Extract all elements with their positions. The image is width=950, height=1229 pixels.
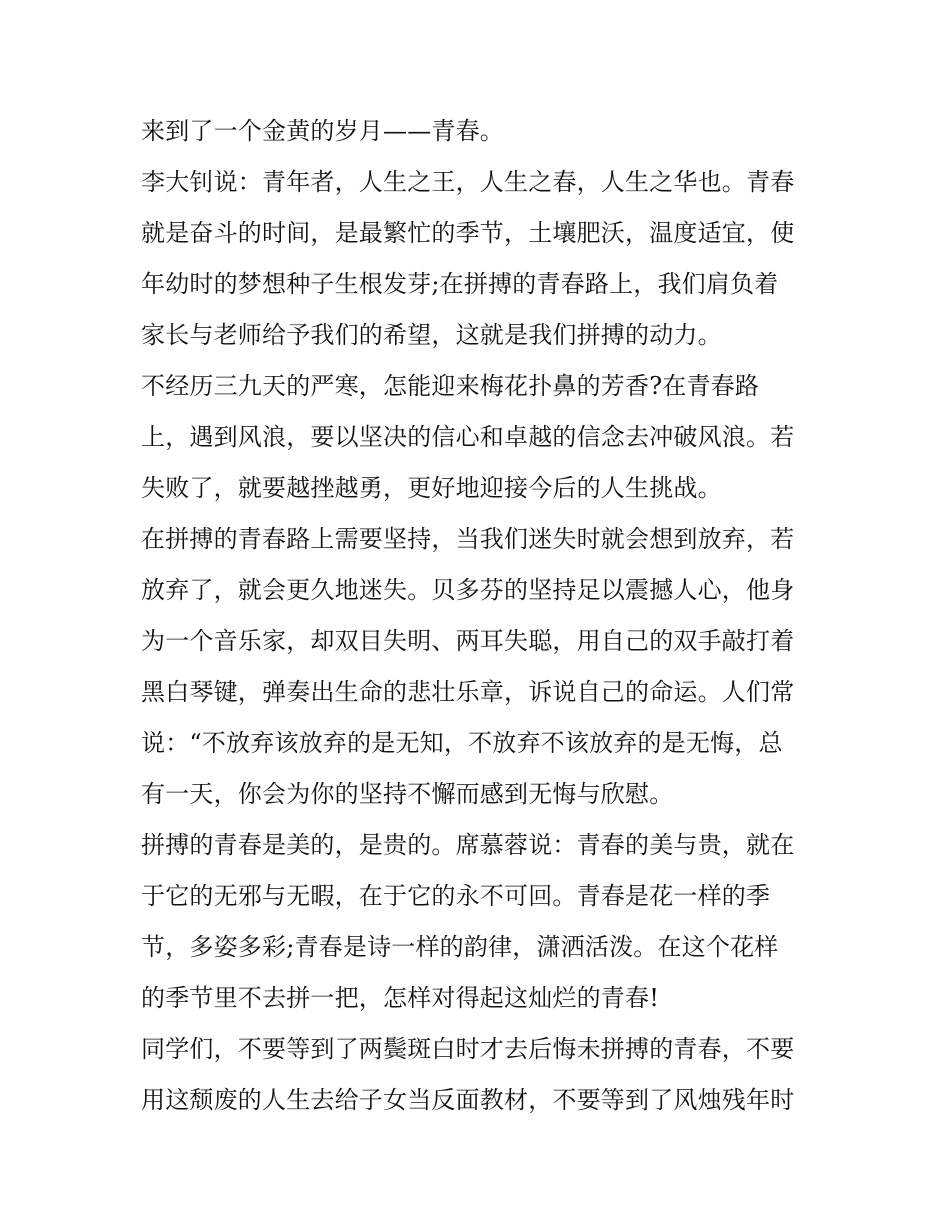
text-line: 家长与老师给予我们的希望，这就是我们拼搏的动力。 <box>141 321 722 349</box>
text-line: 不经历三九天的严寒，怎能迎来梅花扑鼻的芳香?在青春路 <box>141 372 760 400</box>
text-line: 的季节里不去拼一把，怎样对得起这灿烂的青春! <box>141 984 660 1012</box>
text-line: 放弃了，就会更久地迷失。贝多芬的坚持足以震撼人心，他身 <box>141 576 795 604</box>
document-body <box>141 106 816 1126</box>
text-line: 就是奋斗的时间，是最繁忙的季节，土壤肥沃，温度适宜，使 <box>141 219 795 247</box>
text-line: 用这颓废的人生去给子女当反面教材，不要等到了风烛残年时 <box>141 1086 795 1114</box>
text-line: 李大钊说：青年者，人生之王，人生之春，人生之华也。青春 <box>141 168 795 196</box>
text-line: 拼搏的青春是美的，是贵的。席慕蓉说：青春的美与贵，就在 <box>141 831 795 859</box>
text-line: 同学们，不要等到了两鬓斑白时才去后悔未拼搏的青春，不要 <box>141 1035 795 1063</box>
text-line: 上，遇到风浪，要以坚决的信心和卓越的信念去冲破风浪。若 <box>141 423 795 451</box>
text-line: 在拼搏的青春路上需要坚持，当我们迷失时就会想到放弃，若 <box>141 525 795 553</box>
text-line: 黑白琴键，弹奏出生命的悲壮乐章，诉说自己的命运。人们常 <box>141 678 795 706</box>
text-line: 说：“不放弃该放弃的是无知，不放弃不该放弃的是无悔，总 <box>141 729 783 757</box>
text-line: 年幼时的梦想种子生根发芽;在拼搏的青春路上，我们肩负着 <box>141 270 779 298</box>
text-line: 来到了一个金黄的岁月——青春。 <box>141 117 504 145</box>
text-line: 节，多姿多彩;青春是诗一样的韵律，潇洒活泼。在这个花样 <box>141 933 779 961</box>
text-line: 失败了，就要越挫越勇，更好地迎接今后的人生挑战。 <box>141 474 722 502</box>
text-line: 为一个音乐家，却双目失明、两耳失聪，用自己的双手敲打着 <box>141 627 795 655</box>
text-line: 有一天，你会为你的坚持不懈而感到无悔与欣慰。 <box>141 780 674 808</box>
text-line: 于它的无邪与无暇，在于它的永不可回。青春是花一样的季 <box>141 882 771 910</box>
